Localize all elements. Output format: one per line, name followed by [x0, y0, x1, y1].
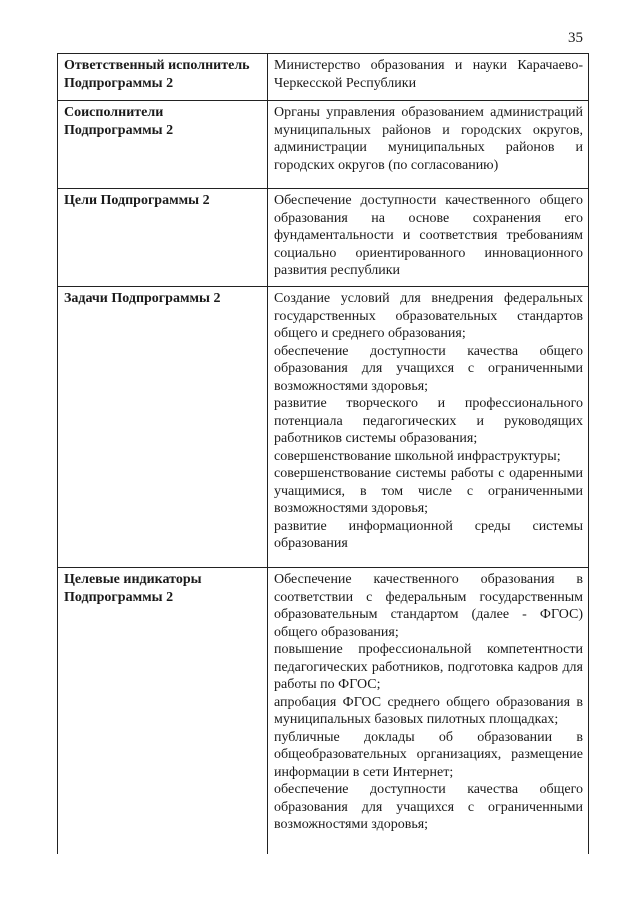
content-paragraph: совершенствование системы работы с одаренными учащимися, в том числе с ограниченными возможностями здоровья;: [274, 466, 583, 516]
content-paragraph: публичные доклады об образовании в общеобразовательных организациях, размещение информации в сети Интернет;: [274, 729, 583, 780]
content-paragraph: обеспечение доступности качества общего образования для учащихся с ограниченными возможностями здоровья;: [274, 343, 583, 394]
label-line: Подпрограммы 2: [64, 75, 174, 91]
content-paragraph: совершенствование школьной инфраструктуры;: [274, 448, 561, 464]
table-row-indicators: [58, 568, 589, 855]
label-line: Подпрограммы 2: [64, 122, 174, 138]
table-row-tasks: [58, 287, 589, 568]
label-line: Цели Подпрограммы 2: [64, 193, 210, 208]
content-paragraph: Органы управления образованием администраций муниципальных районов и городских округов, администрации муниципальных районов и городских округов (по согласованию): [274, 105, 583, 173]
table-row-responsible: [58, 54, 589, 101]
row-content: [268, 54, 589, 101]
label-line: Целевые индикаторы: [64, 572, 202, 587]
content-paragraph: развитие творческого и профессионального потенциала педагогических и руководящих работников системы образования;: [274, 396, 583, 446]
label-line: Задачи Подпрограммы 2: [64, 291, 221, 306]
content-paragraph: Создание условий для внедрения федеральных государственных образовательных стандартов общего и среднего образования;: [274, 291, 583, 341]
row-label: [58, 287, 268, 568]
label-line: Соисполнители: [64, 105, 164, 120]
row-label: [58, 101, 268, 189]
content-paragraph: повышение профессиональной компетентности педагогических работников, подготовка кадров для работы по ФГОС;: [274, 642, 583, 692]
content-paragraph: Обеспечение доступности качественного общего образования на основе сохранения его фундаментальности и соответствия требованиям социально ориентированного инновационного развития республики: [274, 193, 583, 278]
content-paragraph: Обеспечение качественного образования в соответствии с федеральным государственным образовательным стандартом (далее - ФГОС) общего образования;: [274, 572, 583, 640]
content-paragraph: апробация ФГОС среднего общего образования в муниципальных базовых пилотных площадках;: [274, 694, 583, 727]
row-content: [268, 189, 589, 287]
label-line: Ответственный исполнитель: [64, 58, 250, 73]
row-content: [268, 101, 589, 189]
row-label: [58, 189, 268, 287]
row-content: [268, 568, 589, 855]
content-paragraph: Министерство образования и науки Карачаево-Черкесской Республики: [274, 58, 583, 91]
label-line: Подпрограммы 2: [64, 589, 174, 605]
row-label: [58, 54, 268, 101]
content-paragraph: развитие информационной среды системы образования: [274, 518, 583, 551]
page-number: 35: [568, 30, 583, 46]
table-row-coexecutors: [58, 101, 589, 189]
subprogram-passport-table: [57, 53, 589, 854]
row-label: [58, 568, 268, 855]
row-content: [268, 287, 589, 568]
content-paragraph: обеспечение доступности качества общего образования для учащихся с ограниченными возможностями здоровья;: [274, 782, 583, 832]
table-row-goals: [58, 189, 589, 287]
